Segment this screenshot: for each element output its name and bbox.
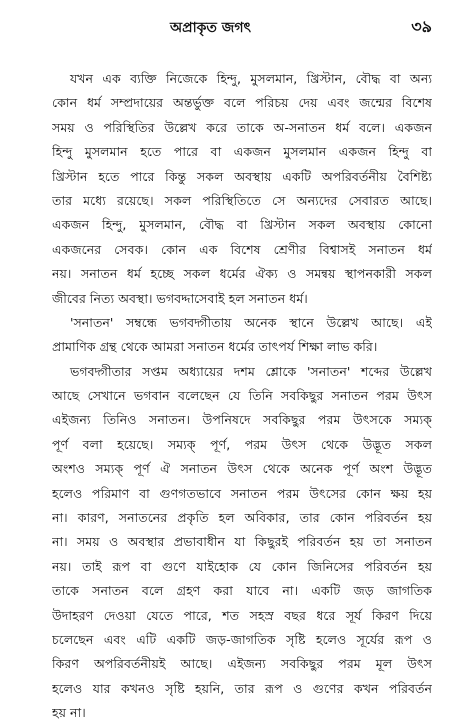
text-line: জীবের নিত্য অবস্থা। ভগবদ্দাসেবাই হল সনাতন ধর্ম। [52,290,308,306]
text-line: আছে সেখানে ভগবান বলেছেন যে তিনি সবকিছুর সনাতন পরম উৎস [52,388,432,404]
text-line: প্রামাণিক গ্রন্থ থেকে আমরা সনাতন ধর্মের তাৎপর্য শিক্ষা লাভ করি। [52,339,378,355]
text-line: না। কারণ, সনাতনের প্রকৃতি হল অবিকার, তার কোন পরিবর্তন হয় [52,510,432,526]
text-line: হলেও যার কখনও সৃষ্টি হয়নি, তার রূপ ও গুণের কখন পরিবর্তন [52,680,432,696]
text-line: উদাহরণ দেওয়া যেতে পারে, শত সহস্র বছর ধরে সূর্য কিরণ দিয়ে [52,607,432,623]
text-line: হয় না। [52,705,86,721]
text-line: হলেও পরিমাণ বা গুণগতভাবে সনাতন পরম উৎসের কোন ক্ষয় হয় [52,485,432,501]
text-line: এইজন্য তিনিও সনাতন। উপনিষদে সবকিছুর পরম উৎসকে সম্যক্ [52,412,432,428]
text-line: একজনের সেবক। কোন এক বিশেষ শ্রেণীর বিশ্বাসই সনাতন ধর্ম [52,241,432,257]
text-line: 'সনাতন' সম্বন্ধে ভগবদ্গীতায় অনেক স্থানে উল্লেখ আছে। এই [70,314,432,330]
text-line: চলেছেন এবং এটি একটি জড়-জাগতিক সৃষ্টি হলেও সূর্যের রূপ ও [52,631,432,647]
text-line: পূর্ণ বলা হয়েছে। সম্যক্ পূর্ণ, পরম উৎস থেকে উদ্ভূত সকল [52,436,432,452]
text-line: কিরণ অপরিবর্তনীয়ই আছে। এইজন্য সবকিছুর পরম মূল উৎস [52,656,432,672]
text-line: ভগবদ্গীতার সপ্তম অধ্যায়ের দশম শ্লোকে 'সনাতন' শব্দের উল্লেখ [70,363,432,379]
page-number: ৩৯ [411,17,432,36]
text-line: একজন হিন্দু, মুসলমান, বৌদ্ধ বা খ্রিস্টান সকল অবস্থায় কোনো [52,217,432,233]
text-line: অংশও সম্যক্ পূর্ণ ঐ সনাতন উৎস থেকে অনেক পূর্ণ অংশ উদ্ভূত [52,461,432,477]
body-text [52,67,432,726]
text-line: খ্রিস্টান হতে পারে কিন্তু সকল অবস্থায় একটি অপরিবর্তনীয় বৈশিষ্ট্য [52,168,432,184]
text-line: নয়। তাই রূপ বা গুণে যাইহোক যে কোন জিনিসের পরিবর্তন হয় [52,558,432,574]
text-line: না। সময় ও অবস্থার প্রভাবাধীন যা কিছুরই পরিবর্তন হয় তা সনাতন [52,534,432,550]
text-line: যখন এক ব্যক্তি নিজেকে হিন্দু, মুসলমান, খ্রিস্টান, বৌদ্ধ বা অন্য [70,71,432,86]
text-line: কোন ধর্ম সম্প্রদায়ের অন্তর্ভুক্ত বলে পরিচয় দেয় এবং জন্মের বিশেষ [52,95,432,111]
running-head: অপ্রাকৃত জগৎ [170,20,251,36]
page-header [0,14,470,38]
text-line: নয়। সনাতন ধর্ম হচ্ছে সকল ধর্মের ঐক্য ও সমন্বয় স্থাপনকারী সকল [52,266,432,282]
text-line: তার মধ্যে রয়েছে। সকল পরিস্থিতিতে সে অন্যদের সেবারত আছে। [52,192,432,208]
text-line: হিন্দু মুসলমান হতে পারে বা একজন মুসলমান একজন হিন্দু বা [52,144,432,160]
text-line: সময় ও পরিস্থিতির উল্লেখ করে তাকে অ-সনাতন ধর্ম বলে। একজন [52,119,432,135]
text-line: তাকে সনাতন বলে গ্রহণ করা যাবে না। একটি জড় জাগতিক [52,583,432,599]
